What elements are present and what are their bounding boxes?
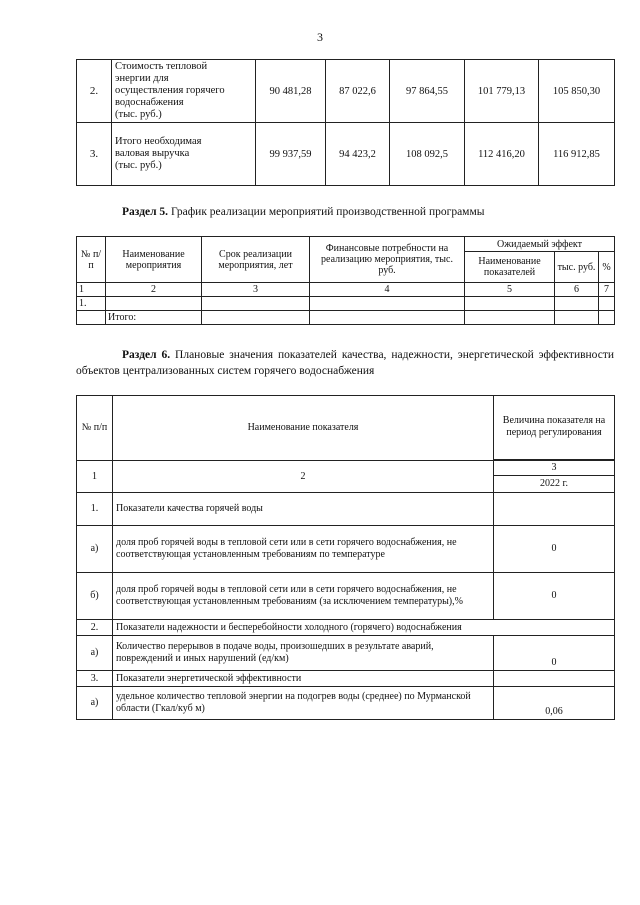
header-num: № п/п [77, 237, 106, 283]
header-name: Наименование мероприятия [106, 237, 202, 283]
label-line: валовая выручка [115, 148, 190, 160]
row-number: 3. [77, 671, 113, 687]
row-value: 0 [494, 526, 615, 573]
row-value: 0,06 [494, 687, 615, 720]
col-number: 1 [77, 283, 106, 297]
label-line: энергии для [115, 73, 169, 85]
col-number: 3 [202, 283, 310, 297]
header-rub: тыс. руб. [555, 252, 599, 283]
header-name: Наименование показателя [113, 396, 494, 461]
value-cell: 105 850,30 [539, 60, 615, 123]
row-text: удельное количество тепловой энергии на подогрев воды (среднее) по Мурманской области (Гкал/куб м) [113, 687, 494, 720]
column-numbers-row [77, 283, 615, 297]
row-label [112, 60, 256, 123]
header-term: Срок реализации мероприятия, лет [202, 237, 310, 283]
label-line: Стоимость тепловой [115, 61, 208, 72]
row-number: 2. [77, 620, 113, 636]
row-number: 2. [77, 60, 112, 123]
col-number: 7 [599, 283, 615, 297]
label-line: (тыс. руб.) [115, 109, 162, 121]
col-number: 5 [465, 283, 555, 297]
section5-heading [122, 206, 484, 218]
label-line: Итого необходимая [115, 136, 202, 148]
header-indicators: Наименование показателей [465, 252, 555, 283]
col-number: 6 [555, 283, 599, 297]
header-finance: Финансовые потребности на реализацию мероприятия, тыс. руб. [310, 237, 465, 283]
row-text: Показатели энергетической эффективности [113, 671, 494, 687]
revenue-table [76, 59, 615, 186]
section5-label: Раздел 5. [122, 206, 169, 218]
row-number: 1. [77, 493, 113, 526]
page-number: 3 [317, 30, 323, 44]
col-number: 2 [106, 283, 202, 297]
value-cell: 99 937,59 [256, 123, 326, 186]
table-row [77, 123, 615, 186]
row-number: а) [77, 636, 113, 671]
col-number: 1 [77, 461, 113, 493]
section5-title: График реализации мероприятий производственной программы [170, 206, 485, 218]
table-row [77, 620, 615, 636]
row-text: Количество перерывов в подаче воды, произошедших в результате аварий, повреждений и иных нарушений (ед/км) [113, 636, 494, 671]
col-number: 4 [310, 283, 465, 297]
value-cell: 97 864,55 [390, 60, 465, 123]
row-text: Показатели надежности и бесперебойности холодного (горячего) водоснабжения [113, 620, 615, 636]
row-label [112, 123, 256, 186]
table-row [77, 636, 615, 671]
col-number: 3 [494, 461, 615, 476]
row-number: 3. [77, 123, 112, 186]
value-cell: 101 779,13 [465, 60, 539, 123]
label-line: водоснабжения [115, 97, 184, 109]
table-row [77, 671, 615, 687]
section6-title: Плановые значения показателей качества, надежности, энергетической эффективности объектов централизованных систем горячего водоснабжения [76, 349, 615, 377]
header-effect: Ожидаемый эффект [465, 237, 615, 252]
row-number: а) [77, 687, 113, 720]
row-text: доля проб горячей воды в тепловой сети или в сети горячего водоснабжения, не соответствующая установленным требованиям по температуре [113, 526, 494, 573]
indicators-table [76, 395, 615, 720]
value-cell: 87 022,6 [326, 60, 390, 123]
value-cell: 94 423,2 [326, 123, 390, 186]
row-number: а) [77, 526, 113, 573]
table-row [77, 297, 615, 311]
table-row [77, 573, 615, 620]
total-row [77, 311, 615, 325]
table-row [77, 526, 615, 573]
year-label: 2022 г. [494, 476, 615, 493]
row-value [494, 671, 615, 687]
header-value: Величина показателя на период регулирования [494, 396, 615, 460]
section6-label: Раздел 6. [122, 349, 171, 361]
row-text: Показатели качества горячей воды [113, 493, 494, 526]
row-number: б) [77, 573, 113, 620]
row-value: 0 [494, 636, 615, 671]
row-value: 0 [494, 573, 615, 620]
section6-heading [76, 348, 614, 379]
schedule-table [76, 236, 615, 325]
row-number: 1. [77, 297, 106, 311]
row-value [494, 493, 615, 526]
col-number: 2 [113, 461, 494, 493]
row-text: доля проб горячей воды в тепловой сети или в сети горячего водоснабжения, не соответствующая установленным требованиям (за исключением температуры),% [113, 573, 494, 620]
value-cell: 108 092,5 [390, 123, 465, 186]
table-row [77, 687, 615, 720]
table-row [77, 60, 615, 123]
total-label: Итого: [106, 311, 202, 325]
table-row [77, 493, 615, 526]
value-cell: 116 912,85 [539, 123, 615, 186]
header-num: № п/п [77, 396, 113, 461]
value-cell: 90 481,28 [256, 60, 326, 123]
value-cell: 112 416,20 [465, 123, 539, 186]
label-line: (тыс. руб.) [115, 160, 162, 172]
header-percent: % [599, 252, 615, 283]
label-line: осуществления горячего [115, 85, 225, 97]
